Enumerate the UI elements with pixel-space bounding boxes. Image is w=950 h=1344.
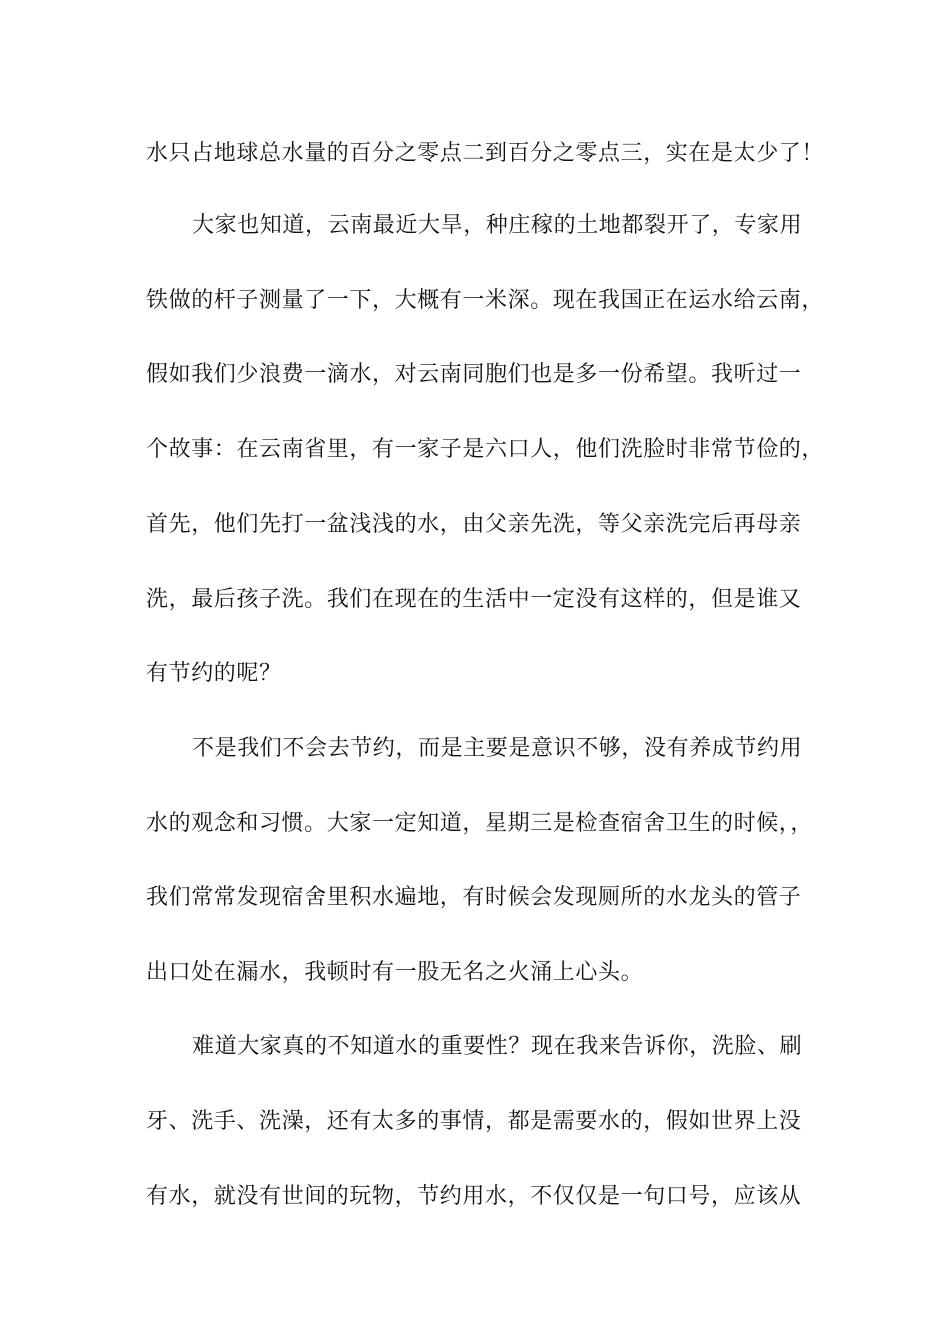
paragraph-start-line: 大家也知道，云南最近大旱，种庄稼的土地都裂开了，专家用 [192,213,803,238]
text-line: 个故事：在云南省里，有一家子是六口人，他们洗脸时非常节俭的， [146,437,825,462]
text-line: 首先，他们先打一盆浅浅的水，由父亲先洗，等父亲洗完后再母亲 [146,512,802,537]
text-line: 有水，就没有世间的玩物，节约用水，不仅仅是一句口号，应该从 [146,1184,802,1209]
text-line: 铁做的杆子测量了一下，大概有一米深。现在我国正在运水给云南， [146,288,825,313]
text-line: 假如我们少浪费一滴水，对云南同胞们也是多一份希望。我听过一 [146,362,802,387]
paragraph-start-line: 难道大家真的不知道水的重要性？现在我来告诉你，洗脸、刷 [192,1034,803,1059]
paragraph-start-line: 不是我们不会去节约，而是主要是意识不够，没有养成节约用 [192,736,803,761]
text-line: 我们常常发现宿舍里积水遍地，有时候会发现厕所的水龙头的管子 [146,885,802,910]
text-line: 出口处在漏水，我顿时有一股无名之火涌上心头。 [146,960,644,985]
text-line: 牙、洗手、洗澡，还有太多的事情，都是需要水的，假如世界上没 [146,1109,802,1134]
text-line: 水只占地球总水量的百分之零点二到百分之零点三，实在是太少了！ [146,141,825,166]
text-line: 洗，最后孩子洗。我们在现在的生活中一定没有这样的，但是谁又 [146,587,802,612]
text-line: 有节约的呢？ [146,661,282,686]
text-line: 水的观念和习惯。大家一定知道，星期三是检查宿舍卫生的时候，， [146,811,814,836]
